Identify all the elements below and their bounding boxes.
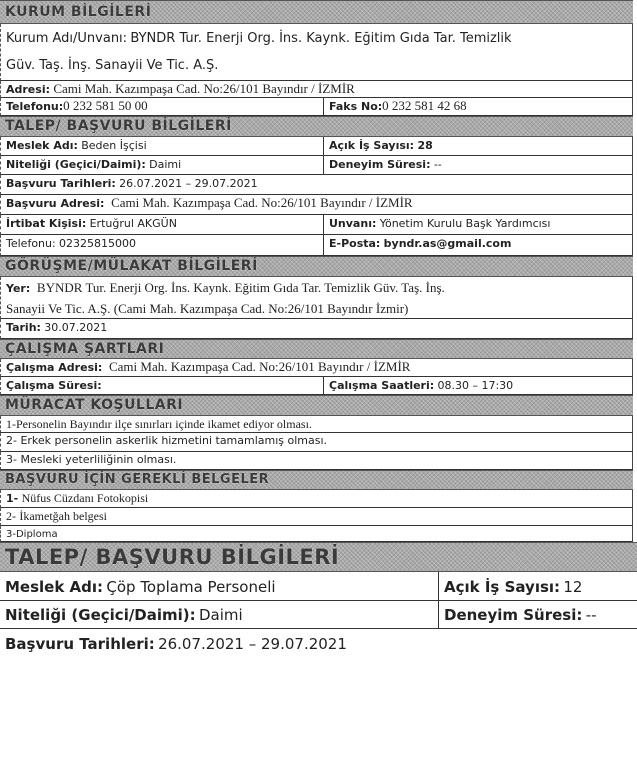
gorusme-place-label: Yer:	[6, 282, 31, 295]
kurum-address-value: Cami Mah. Kazımpaşa Cad. No:26/101 Bayındır / İZMİR	[53, 81, 355, 96]
talep1-dates-row	[0, 175, 633, 195]
calisma-address-label: Çalışma Adresi:	[6, 361, 103, 374]
talep1-phone-email-row	[0, 235, 633, 256]
talep1-title-value: Yönetim Kurulu Başk Yardımcısı	[379, 217, 551, 230]
belge-3-number: 3-	[6, 529, 16, 540]
talep2-job-label: Meslek Adı:	[5, 578, 104, 596]
talep1-title-label: Unvanı:	[329, 217, 377, 230]
talep1-experience-value: --	[433, 158, 442, 171]
section-header-muracat: MÜRACAT KOŞULLARI	[0, 395, 633, 416]
talep2-dates-value: 26.07.2021 – 29.07.2021	[158, 635, 347, 653]
gorusme-place-value-line2: Sanayii Ve Tic. A.Ş. (Cami Mah. Kazımpaşa Cad. No:26/101 Bayındır İzmir)	[6, 301, 409, 316]
talep1-phone-value: 02325815000	[59, 237, 137, 250]
talep2-openings-label: Açık İş Sayısı:	[444, 578, 561, 596]
talep1-contact-row	[0, 215, 633, 235]
talep1-dates-value: 26.07.2021 – 29.07.2021	[119, 177, 258, 190]
calisma-address-value: Cami Mah. Kazımpaşa Cad. No:26/101 Bayındır / İZMİR	[108, 359, 411, 374]
section-header-calisma: ÇALIŞMA ŞARTLARI	[0, 339, 633, 359]
talep1-type-label: Niteliği (Geçici/Daimi):	[6, 158, 146, 171]
talep1-job-value: Beden İşçisi	[81, 139, 147, 152]
calisma-duration-label: Çalışma Süresi:	[6, 379, 102, 392]
gorusme-place-value: BYNDR Tur. Enerji Org. İns. Kaynk. Eğitim Gıda Tar. Temizlik Güv. Taş. İnş.	[36, 280, 445, 295]
kurum-fax-value: 0 232 581 42 68	[382, 98, 467, 113]
talep1-address-row	[0, 195, 633, 215]
talep2-type-label: Niteliği (Geçici/Daimi):	[5, 606, 196, 624]
kurum-address-row	[0, 81, 633, 98]
muracat-item	[0, 452, 633, 470]
talep2-type-value: Daimi	[199, 606, 243, 624]
muracat-item	[0, 416, 633, 433]
talep1-address-label: Başvuru Adresi:	[6, 197, 105, 210]
belge-1-text: Nüfus Cüzdanı Fotokopisi	[21, 491, 149, 505]
talep1-type-row	[0, 156, 633, 175]
kurum-name-row	[0, 24, 633, 81]
kurum-address-label: Adresi:	[6, 83, 50, 96]
kurum-phone-value: 0 232 581 50 00	[63, 98, 148, 113]
talep2-dates-row	[0, 629, 637, 659]
calisma-hours-label: Çalışma Saatleri:	[329, 379, 435, 392]
section-header-belgeler: BAŞVURU İÇİN GEREKLİ BELGELER	[0, 470, 633, 490]
belge-item	[0, 490, 633, 508]
talep1-contact-label: İrtibat Kişisi:	[6, 217, 87, 230]
talep2-experience-label: Deneyim Süresi:	[444, 606, 583, 624]
talep2-dates-label: Başvuru Tarihleri:	[5, 635, 155, 653]
section-header-talep-1: TALEP/ BAŞVURU BİLGİLERİ	[0, 116, 633, 137]
talep1-openings-value: 28	[417, 139, 433, 152]
gorusme-place-row	[0, 277, 633, 319]
talep2-type-row	[0, 601, 637, 629]
gorusme-date-label: Tarih:	[6, 321, 41, 334]
kurum-fax-label: Faks No:	[329, 100, 383, 113]
calisma-address-row	[0, 359, 633, 377]
talep1-dates-label: Başvuru Tarihleri:	[6, 177, 116, 190]
section-header-gorusme: GÖRÜŞME/MÜLAKAT BİLGİLERİ	[0, 256, 633, 277]
gorusme-date-value: 30.07.2021	[44, 321, 108, 334]
section-header-talep-2: TALEP/ BAŞVURU BİLGİLERİ	[0, 542, 637, 572]
belge-item	[0, 508, 633, 526]
muracat-item-3: 3- Mesleki yeterliliğinin olması.	[6, 453, 177, 466]
belge-item	[0, 526, 633, 542]
belge-2-number: 2-	[6, 509, 16, 523]
kurum-name-label: Kurum Adı/Unvanı:	[6, 31, 128, 46]
kurum-name-value: BYNDR Tur. Enerji Org. İns. Kaynk. Eğitim Gıda Tar. Temizlik	[130, 31, 512, 46]
muracat-item-2: 2- Erkek personelin askerlik hizmetini tamamlamış olması.	[6, 434, 328, 447]
kurum-phone-fax-row	[0, 98, 633, 116]
muracat-item-1: 1-Personelin Bayındır ilçe sınırları içinde ikamet ediyor olması.	[6, 417, 312, 431]
talep2-experience-value: --	[585, 606, 597, 624]
talep1-phone-label: Telefonu:	[6, 237, 56, 250]
talep2-openings-value: 12	[563, 578, 583, 596]
talep1-experience-label: Deneyim Süresi:	[329, 158, 431, 171]
kurum-phone-label: Telefonu:	[6, 100, 64, 113]
talep1-type-value: Daimi	[149, 158, 182, 171]
talep1-contact-value: Ertuğrul AKGÜN	[89, 217, 177, 230]
talep2-job-row	[0, 572, 637, 601]
gorusme-date-row	[0, 319, 633, 339]
talep1-job-label: Meslek Adı:	[6, 139, 78, 152]
kurum-name-value-line2: Güv. Taş. İnş. Sanayii Ve Tic. A.Ş.	[6, 58, 219, 73]
belge-3-text: Diploma	[15, 529, 58, 540]
talep1-email-label: E-Posta:	[329, 237, 381, 250]
talep1-openings-label: Açık İş Sayısı:	[329, 139, 415, 152]
section-header-kurum: KURUM BİLGİLERİ	[0, 0, 633, 24]
belge-2-text: İkametğah belgesi	[19, 509, 107, 523]
muracat-item	[0, 433, 633, 452]
belge-1-number: 1-	[6, 492, 19, 505]
talep1-job-row	[0, 137, 633, 156]
talep1-address-value: Cami Mah. Kazımpaşa Cad. No:26/101 Bayındır / İZMİR	[111, 195, 413, 210]
talep2-job-value: Çöp Toplama Personeli	[106, 578, 276, 596]
calisma-hours-value: 08.30 – 17:30	[437, 379, 514, 392]
talep1-email-value[interactable]: byndr.as@gmail.com	[383, 237, 512, 250]
calisma-duration-hours-row	[0, 377, 633, 395]
